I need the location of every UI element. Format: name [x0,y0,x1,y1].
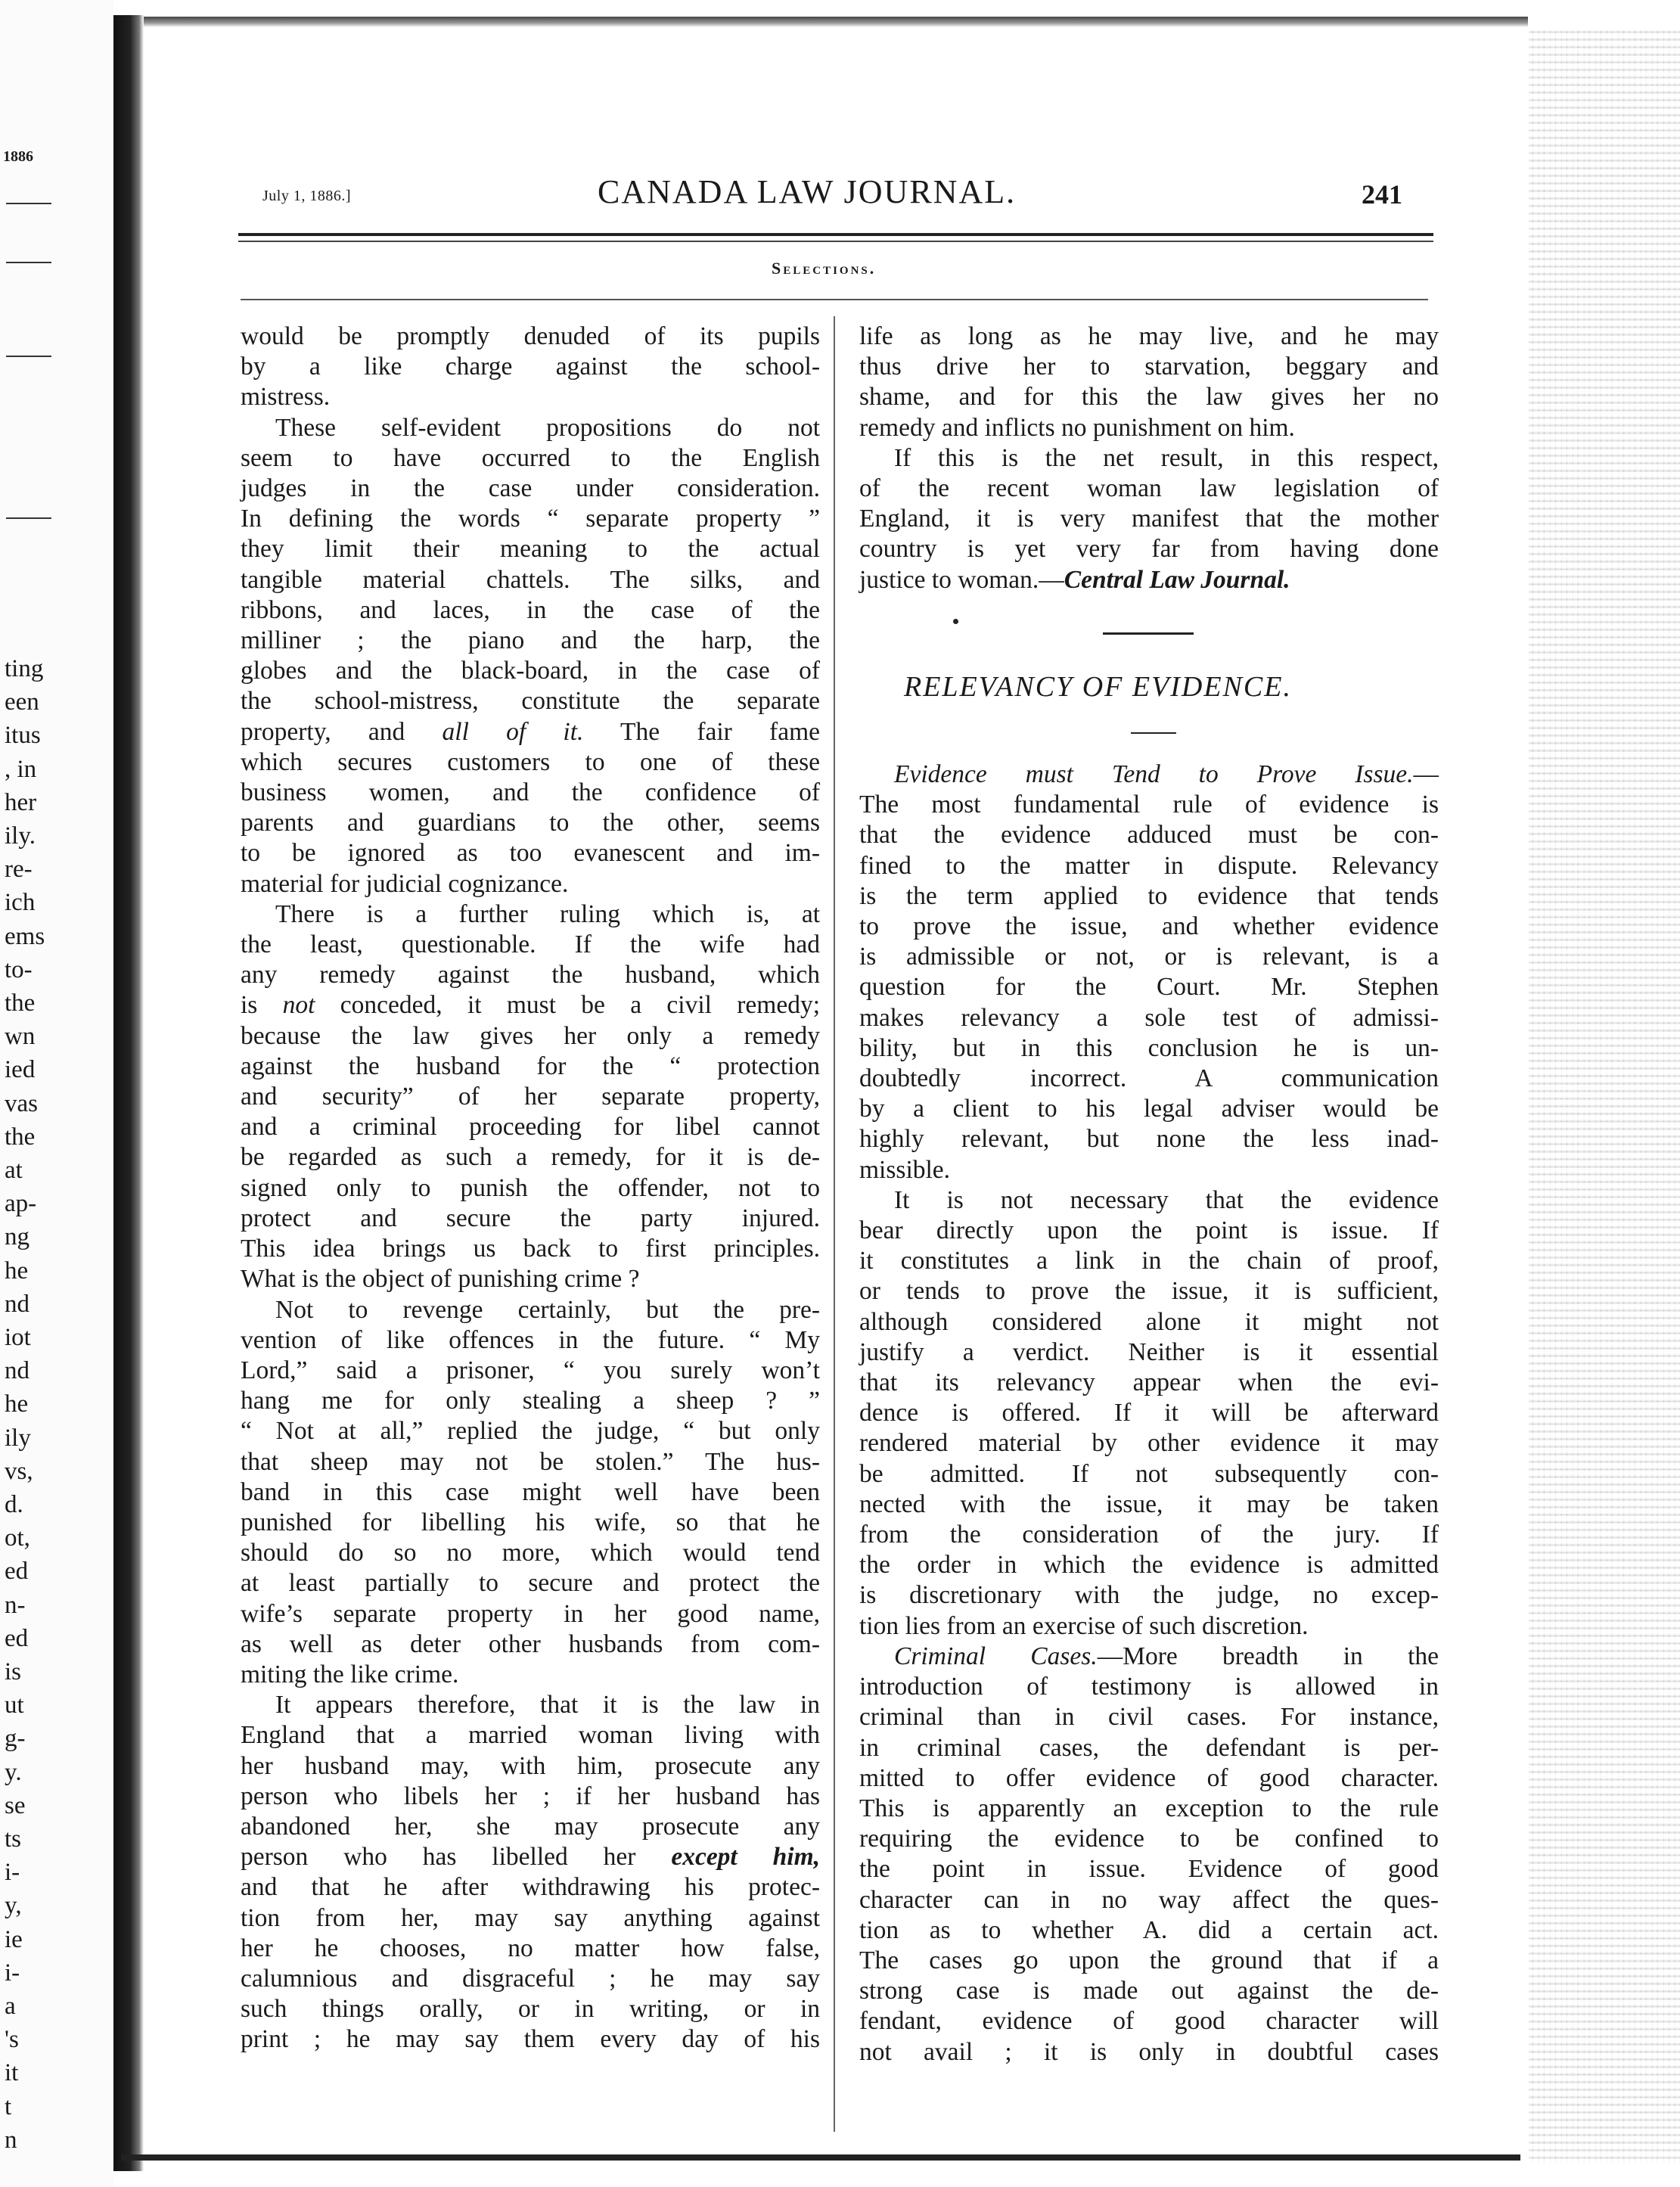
text-line: to prove the issue, and whether evidence [859,912,1439,941]
adjacent-page-fragment: ied [5,1056,36,1084]
text-line: Not to revenge certainly, but the pre- [275,1295,820,1324]
text-line: not avail ; it is only in doubtful cases [859,2037,1439,2066]
text-line: This idea brings us back to first principles. [241,1235,820,1263]
text-line: mistress. [241,383,331,412]
text-line: The most fundamental rule of evidence is [859,791,1439,819]
book-binding-shadow [113,15,144,2171]
adjacent-page-fragment: a [5,1993,16,2020]
text-line: hang me for only stealing a sheep ? ” [241,1387,820,1415]
adjacent-page-fragment: y. [5,1758,22,1786]
text-line: bear directly upon the point is issue. If [859,1216,1439,1245]
text-line: of the recent woman law legislation of [859,474,1439,503]
text-line: it constitutes a link in the chain of proof, [859,1247,1439,1275]
text-line: character can in no way affect the ques- [859,1885,1439,1914]
text-line: because the law gives her only a remedy [241,1021,820,1050]
adjacent-page-fragment: se [5,1791,26,1819]
text-line: the order in which the evidence is admitted [859,1551,1439,1580]
text-line: be admitted. If not subsequently con- [859,1459,1439,1488]
adjacent-page-fragment: ut [5,1692,24,1719]
adjacent-page-fragment: g- [5,1725,26,1753]
text-line: judges in the case under consideration. [241,474,820,503]
text-line: calumnious and disgraceful ; he may say [241,1964,820,1993]
text-line: fendant, evidence of good character will [859,2007,1439,2036]
text-line: milliner ; the piano and the harp, the [241,626,820,655]
text-line: dence is offered. If it will be afterward [859,1399,1439,1427]
text-line: justice to woman.—Central Law Journal. [859,565,1290,594]
adjacent-page-strip [0,0,113,2187]
adjacent-page-fragment: i- [5,1959,20,1987]
text-line: the least, questionable. If the wife had [241,930,820,959]
text-line: tion as to whether A. did a certain act. [859,1915,1439,1944]
text-line: and a criminal proceeding for libel cannot [241,1113,820,1142]
text-line: ribbons, and laces, in the case of the [241,595,820,624]
text-line: It is not necessary that the evidence [894,1185,1439,1214]
article-heading: RELEVANCY OF EVIDENCE. [904,671,1292,703]
text-line: England that a married woman living with [241,1721,820,1750]
heading-underline-rule [1131,732,1176,734]
text-line: The cases go upon the ground that if a [859,1946,1439,1974]
adjacent-page-fragment: ng [5,1223,30,1251]
text-line: abandoned her, she may prosecute any [241,1812,820,1841]
text-line: These self-evident propositions do not [275,413,820,442]
text-line: person who libels her ; if her husband has [241,1782,820,1810]
adjacent-page-fragment: to- [5,955,33,983]
text-line: highly relevant, but none the less inad- [859,1125,1439,1154]
text-line: band in this case might well have been [241,1477,820,1506]
page-number: 241 [1362,179,1402,210]
text-line: is discretionary with the judge, no excep- [859,1581,1439,1610]
adjacent-page-fragment: is [5,1658,22,1685]
text-line: wife’s separate property in her good name, [241,1599,820,1628]
text-line: doubtedly incorrect. A communication [859,1064,1439,1093]
adjacent-page-fragment: itus [5,722,41,750]
text-line: is not conceded, it must be a civil remedy; [241,991,821,1020]
text-line: remedy and inflicts no punishment on him. [859,413,1295,442]
adjacent-page-fragment: een [5,688,39,716]
adjacent-page-fragment: , in [5,755,37,783]
running-date: July 1, 1886.] [262,188,351,204]
text-line: from the consideration of the jury. If [859,1521,1439,1549]
header-rule-thin [238,241,1433,242]
text-line: the school-mistress, constitute the separate [241,687,820,716]
text-line: by a client to his legal adviser would be [859,1095,1439,1123]
right-page-edge-noise [1529,30,1680,2164]
text-line: introduction of testimony is allowed in [859,1673,1439,1701]
text-line: should do so no more, which would tend [241,1539,820,1567]
adjacent-page-fragment: it [5,2059,19,2087]
adjacent-page-fragment: at [5,1157,23,1184]
text-line: Lord,” said a prisoner, “ you surely won’t [241,1356,820,1384]
text-line: Criminal Cases.—More breadth in the [894,1642,1439,1670]
text-line: “ Not at all,” replied the judge, “ but only [241,1417,820,1446]
text-line: makes relevancy a sole test of admissi- [859,1003,1439,1032]
text-line: print ; he may say them every day of his [241,2025,820,2054]
text-line: is admissible or not, or is relevant, is a [859,943,1439,971]
text-line: her he chooses, no matter how false, [241,1934,820,1962]
adjacent-page-fragment: d. [5,1491,23,1518]
text-line: parents and guardians to the other, seems [241,809,820,837]
adjacent-page-fragment: ed [5,1624,29,1652]
adjacent-page-fragment: nd [5,1290,30,1318]
section-title: Selections. [772,259,877,278]
text-line: person who has libelled her except him, [241,1843,820,1872]
adjacent-page-fragment: the [5,1123,36,1151]
text-line: property, and all of it. The fair fame [241,717,821,746]
text-line: signed only to punish the offender, not to [241,1173,820,1202]
text-line: It appears therefore, that it is the law in [275,1691,820,1719]
adjacent-page-fragment: ich [5,889,36,917]
adjacent-page-fragment: her [5,788,37,816]
text-line: against the husband for the “ protection [241,1052,820,1080]
text-line: the point in issue. Evidence of good [859,1855,1439,1884]
adjacent-page-rule [6,203,51,204]
text-line: justify a verdict. Neither is it essential [859,1337,1439,1366]
column-top-rule [241,299,1428,300]
text-line: that its relevancy appear when the evi- [859,1368,1439,1397]
text-line: fined to the matter in dispute. Relevancy [859,851,1439,880]
adjacent-page-fragment: ems [5,922,45,950]
adjacent-page-fragment: ily [5,1424,31,1452]
text-line: that the evidence adduced must be con- [859,821,1439,850]
text-line: England, it is very manifest that the mother [859,505,1439,533]
text-line: as well as deter other husbands from com- [241,1629,820,1658]
adjacent-page-fragment: vas [5,1089,38,1117]
text-line: life as long as he may live, and he may [859,322,1439,350]
text-line: globes and the black-board, in the case of [241,657,820,685]
text-line: rendered material by other evidence it may [859,1429,1439,1458]
ornament-dot [953,619,958,624]
text-line: seem to have occurred to the English [241,443,820,472]
adjacent-page-fragment: ot, [5,1524,30,1552]
text-line: which secures customers to one of these [241,747,820,776]
text-line: her husband may, with him, prosecute any [241,1751,820,1780]
adjacent-page-fragment: the [5,989,36,1017]
text-line: any remedy against the husband, which [241,961,820,989]
text-line: mitted to offer evidence of good character. [859,1763,1439,1792]
column-divider [834,316,835,2132]
adjacent-page-fragment: ed [5,1558,29,1586]
text-line: and security” of her separate property, [241,1083,820,1111]
text-line: to be ignored as too evanescent and im- [241,839,820,868]
page-bottom-edge [121,2154,1520,2161]
text-line: in criminal cases, the defendant is per- [859,1733,1439,1762]
adjacent-page-fragment: y, [5,1892,22,1920]
adjacent-page-fragment: n [5,2126,17,2154]
adjacent-page-rule [6,517,51,519]
adjacent-page-fragment: wn [5,1023,36,1051]
adjacent-page-rule [6,356,51,357]
adjacent-page-fragment: t [5,2092,12,2120]
text-line: miting the like crime. [241,1660,459,1688]
adjacent-page-fragment: ily. [5,822,36,850]
adjacent-page-fragment: ts [5,1825,22,1853]
page-top-edge [144,17,1528,27]
text-line: shame, and for this the law gives her no [859,383,1439,412]
text-line: and that he after withdrawing his protec- [241,1873,820,1902]
text-line: would be promptly denuded of its pupils [241,322,820,350]
text-line: tion from her, may say anything against [241,1903,820,1932]
text-line: be regarded as such a remedy, for it is de- [241,1143,820,1172]
text-line: tangible material chattels. The silks, and [241,565,820,594]
header-rule [238,233,1433,236]
text-line: Evidence must Tend to Prove Issue.— [894,760,1439,788]
adjacent-page-fragment: vs, [5,1457,33,1485]
journal-title: CANADA LAW JOURNAL. [598,173,1017,210]
article-separator-rule [1103,632,1194,635]
text-line: or tends to prove the issue, it is sufficient, [859,1277,1439,1306]
right-text-column-body [859,760,1439,2067]
text-line: bility, but in this conclusion he is un- [859,1033,1439,1062]
text-line: business women, and the confidence of [241,778,820,807]
adjacent-page-fragment: he [5,1390,29,1418]
adjacent-page-rule [6,262,51,263]
text-line: punished for libelling his wife, so that he [241,1508,820,1536]
adjacent-page-fragment: nd [5,1357,30,1385]
text-line: There is a further ruling which is, at [275,899,820,928]
text-line: at least partially to secure and protect the [241,1569,820,1598]
adjacent-page-fragment: iot [5,1324,31,1351]
text-line: is the term applied to evidence that tends [859,881,1439,910]
text-line: If this is the net result, in this respect, [894,443,1439,472]
adjacent-page-year: 1886 [3,148,33,165]
adjacent-page-fragment: re- [5,856,33,884]
text-line: they limit their meaning to the actual [241,535,820,564]
right-text-column-top [859,322,1439,595]
text-line: country is yet very far from having done [859,535,1439,564]
text-line: nected with the issue, it may be taken [859,1490,1439,1518]
text-line: This is apparently an exception to the rule [859,1794,1439,1822]
adjacent-page-fragment: n- [5,1591,26,1619]
adjacent-page-fragment: i- [5,1859,20,1887]
left-text-column [241,322,820,2055]
adjacent-page-fragment: ting [5,655,44,682]
text-line: protect and secure the party injured. [241,1204,820,1232]
text-line: tion lies from an exercise of such discretion. [859,1611,1309,1640]
adjacent-page-fragment: he [5,1257,29,1285]
text-line: although considered alone it might not [859,1307,1439,1336]
adjacent-page-fragment: 's [5,2026,19,2054]
text-line: In defining the words “ separate property ” [241,505,820,533]
adjacent-page-fragment: ie [5,1925,23,1953]
text-line: question for the Court. Mr. Stephen [859,973,1439,1002]
text-line: strong case is made out against the de- [859,1977,1439,2005]
text-line: criminal than in civil cases. For instance, [859,1703,1439,1732]
text-line: What is the object of punishing crime ? [241,1265,640,1294]
text-line: material for judicial cognizance. [241,869,569,898]
text-line: missible. [859,1155,951,1184]
text-line: requiring the evidence to be confined to [859,1825,1439,1853]
text-line: vention of like offences in the future. “ My [241,1325,820,1354]
text-line: by a like charge against the school- [241,353,820,381]
text-line: that sheep may not be stolen.” The hus- [241,1447,820,1476]
adjacent-page-fragment: ap- [5,1190,37,1218]
text-line: such things orally, or in writing, or in [241,1995,820,2024]
text-line: thus drive her to starvation, beggary and [859,353,1439,381]
